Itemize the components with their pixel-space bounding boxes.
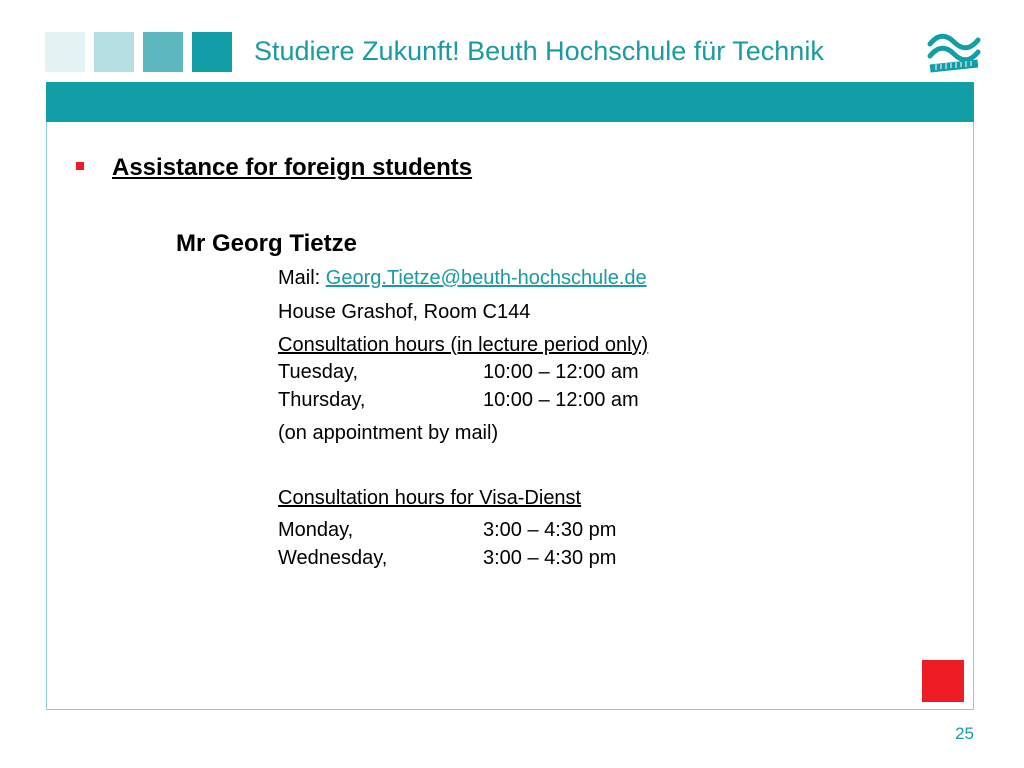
page-number: 25 bbox=[955, 724, 974, 743]
header-square-3 bbox=[143, 32, 183, 72]
room-text: House Grashof, Room C144 bbox=[278, 301, 531, 323]
appointment-note: (on appointment by mail) bbox=[278, 422, 499, 444]
contact-name: Mr Georg Tietze bbox=[176, 230, 357, 257]
bullet-icon bbox=[76, 162, 84, 170]
header-square-2 bbox=[94, 32, 134, 72]
header-square-1 bbox=[45, 32, 85, 72]
email-link[interactable]: Georg.Tietze@beuth-hochschule.de bbox=[325, 267, 647, 289]
visa-row bbox=[278, 544, 616, 572]
section-heading: Assistance for foreign students bbox=[112, 154, 473, 181]
visa-day: Wednesday, bbox=[278, 547, 388, 569]
consultation-time: 10:00 – 12:00 am bbox=[483, 389, 639, 411]
visa-row bbox=[278, 516, 616, 544]
consultation-time: 10:00 – 12:00 am bbox=[483, 361, 639, 383]
visa-title: Consultation hours for Visa-Dienst bbox=[278, 487, 582, 509]
corner-marker bbox=[922, 660, 964, 702]
consultation-title: Consultation hours (in lecture period only) bbox=[278, 334, 649, 356]
header-band bbox=[46, 82, 974, 122]
mail-label: Mail: bbox=[278, 267, 326, 289]
header-square-4 bbox=[192, 32, 232, 72]
visa-day: Monday, bbox=[278, 519, 354, 541]
consultation-row bbox=[278, 386, 639, 414]
visa-time: 3:00 – 4:30 pm bbox=[483, 519, 617, 541]
consultation-row bbox=[278, 358, 639, 386]
mail-line bbox=[278, 264, 647, 292]
header-title: Studiere Zukunft! Beuth Hochschule für Technik bbox=[254, 36, 824, 66]
visa-time: 3:00 – 4:30 pm bbox=[483, 547, 617, 569]
consultation-day: Tuesday, bbox=[278, 361, 359, 383]
beuth-wave-logo-icon bbox=[924, 30, 984, 78]
consultation-day: Thursday, bbox=[278, 389, 366, 411]
